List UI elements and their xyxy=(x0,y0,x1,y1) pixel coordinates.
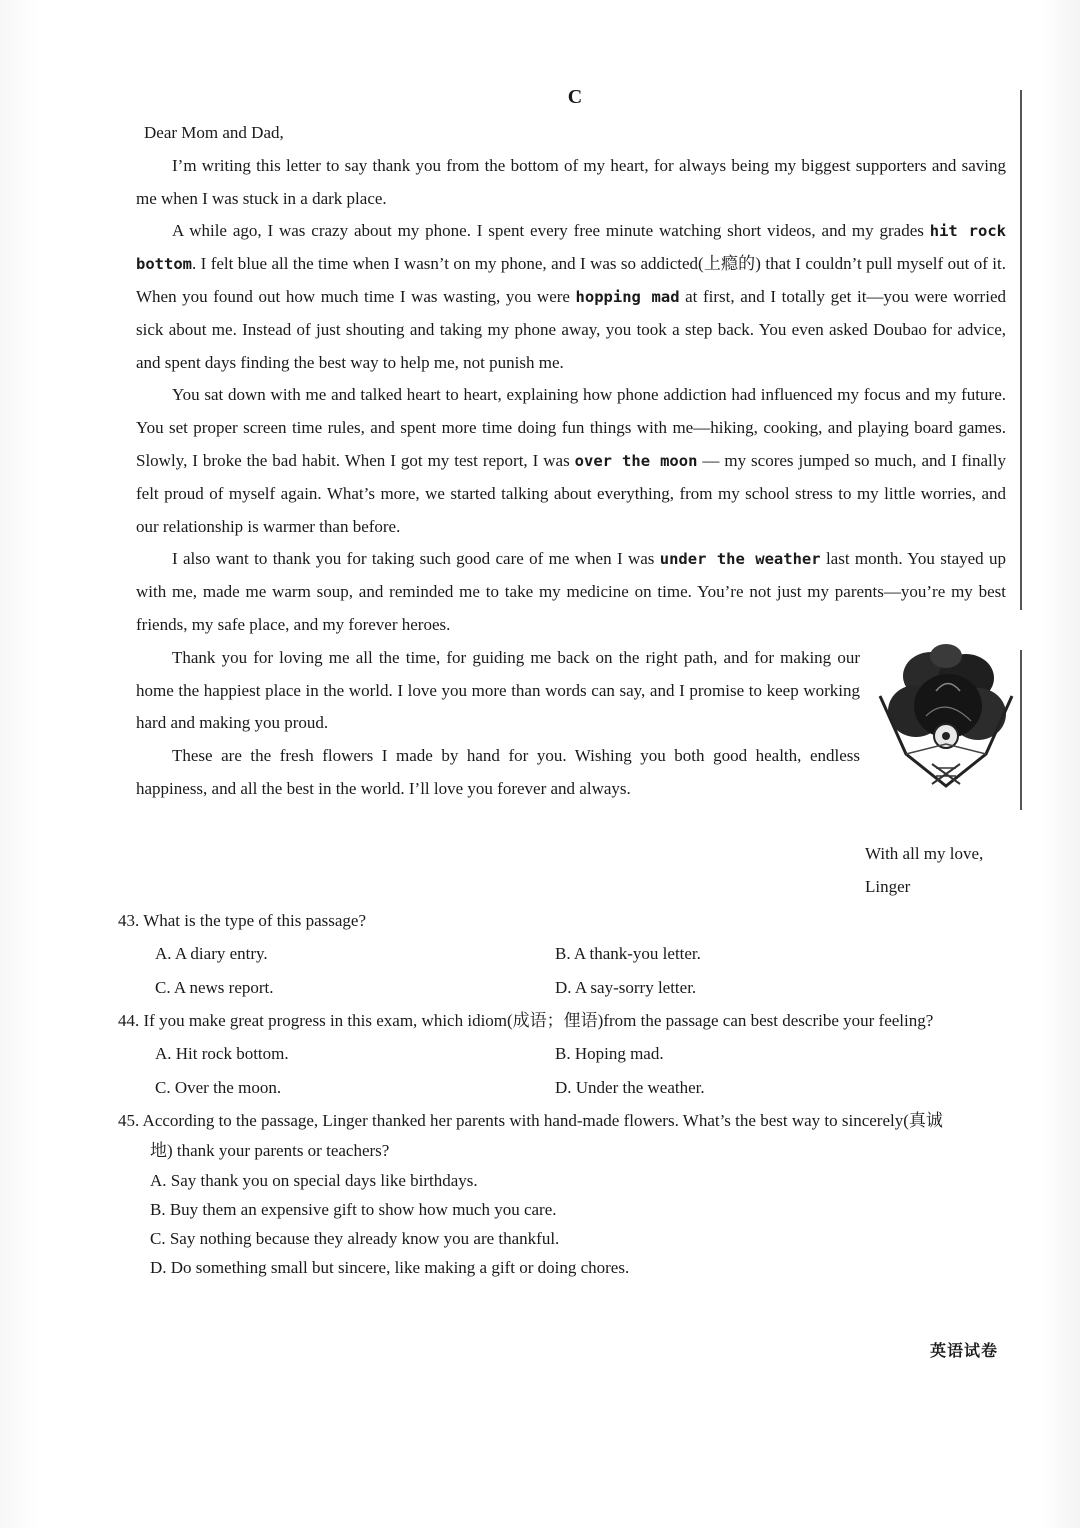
question-43-options xyxy=(118,937,1028,1004)
paragraph-3 xyxy=(136,379,1006,543)
option[interactable]: D. A say-sorry letter. xyxy=(555,977,697,997)
option[interactable]: A. Say thank you on special days like birthdays. xyxy=(150,1171,478,1190)
question-45-stem-line: 45. According to the passage, Linger thanked her parents with hand-made flowers. What’s the best way to sincerely(真诚 xyxy=(118,1111,943,1130)
paragraph-4 xyxy=(136,543,1006,641)
option[interactable]: C. A news report. xyxy=(155,977,274,997)
paragraph-1: I’m writing this letter to say thank you from the bottom of my heart, for always being my biggest supporters and saving me when I was stuck in a dark place. xyxy=(136,155,1006,208)
option[interactable]: B. A thank-you letter. xyxy=(555,944,701,963)
question-section xyxy=(118,904,1028,1282)
letter-signature: Linger xyxy=(865,877,911,896)
option[interactable]: B. Buy them an expensive gift to show how much you care. xyxy=(150,1200,557,1219)
paragraph-text: A while ago, I was crazy about my phone. I spent every free minute watching short videos, and my grades xyxy=(172,221,930,241)
paragraph-2 xyxy=(136,215,1006,379)
letter-closing xyxy=(865,837,983,903)
paper-flower-bouquet-icon xyxy=(876,636,1016,788)
option[interactable]: D. Do something small but sincere, like making a gift or doing chores. xyxy=(150,1258,630,1277)
paragraph-text: last month. You stayed up with me, made me warm soup, and reminded me to take my medicine on time. You’re not just my parents—you’re my best friends, my safe place, and my forever heroes. xyxy=(136,549,1007,634)
question-44-options xyxy=(118,1037,1028,1104)
option[interactable]: D. Under the weather. xyxy=(555,1077,705,1097)
page-footer-label: 英语试卷 xyxy=(930,1341,999,1360)
paragraph-text: You sat down with me and talked heart to heart, explaining how phone addiction had influenced my focus and my future. You set proper screen time rules, and spent more time doing fun things with me—hiking, cooking, and playing board games. Slowly, I broke the bad habit. When I got my test report, I was xyxy=(136,385,1006,470)
option[interactable]: C. Say nothing because they already know you are thankful. xyxy=(150,1229,560,1248)
scan-border-line xyxy=(1020,90,1022,610)
paragraph-5: Thank you for loving me all the time, for guiding me back on the right path, and for making our home the happiest place in the world. I love you more than words can say, and I promise to keep working hard and making you proud. xyxy=(136,647,860,733)
idiom-under-the-weather: under the weather xyxy=(659,550,821,569)
paragraph-text: — my scores jumped so much, and I finally felt proud of myself again. What’s more, we started talking about everything, from my school stress to my little worries, and our relationship is warmer than before. xyxy=(136,450,1006,536)
scan-border-line xyxy=(1020,650,1022,810)
option[interactable]: C. Over the moon. xyxy=(155,1077,282,1097)
question-45-options xyxy=(118,1166,1028,1282)
paragraph-text: at first, and I totally get it—you were worried sick about me. Instead of just shouting and taking my phone away, you took a step back. You even asked Doubao for advice, and spent days finding the best way to help me, not punish me. xyxy=(136,286,1006,372)
question-43-stem: 43. What is the type of this passage? xyxy=(118,911,367,930)
question-44-stem: 44. If you make great progress in this exam, which idiom(成语；俚语)from the passage can best describe your feeling? xyxy=(118,1011,934,1030)
idiom-over-the-moon: over the moon xyxy=(574,451,698,470)
letter-greeting: Dear Mom and Dad, xyxy=(144,123,284,142)
idiom-hit-rock-bottom: hit rock bottom xyxy=(136,222,1006,274)
section-label: C xyxy=(567,86,583,108)
closing-phrase: With all my love, xyxy=(865,844,984,863)
idiom-hopping-mad: hopping mad xyxy=(575,287,680,306)
paragraph-6: These are the fresh flowers I made by hand for you. Wishing you both good health, endless happiness, and all the best in the world. I’ll love you forever and always. xyxy=(136,746,860,798)
option[interactable]: A. A diary entry. xyxy=(155,944,268,963)
question-45-stem-line: 地) thank your parents or teachers? xyxy=(150,1141,390,1160)
paragraph-text: I also want to thank you for taking such good care of me when I was xyxy=(172,549,660,569)
paragraph-text: . I felt blue all the time when I wasn’t on my phone, and I was so addicted(上瘾的) that I couldn’t pull myself out of it. When you found out how much time I was wasting, you were xyxy=(136,254,1006,306)
option[interactable]: A. Hit rock bottom. xyxy=(155,1044,289,1063)
question-45-stem xyxy=(118,1104,1028,1166)
option[interactable]: B. Hoping mad. xyxy=(555,1044,664,1063)
flower-petals xyxy=(888,644,1006,748)
